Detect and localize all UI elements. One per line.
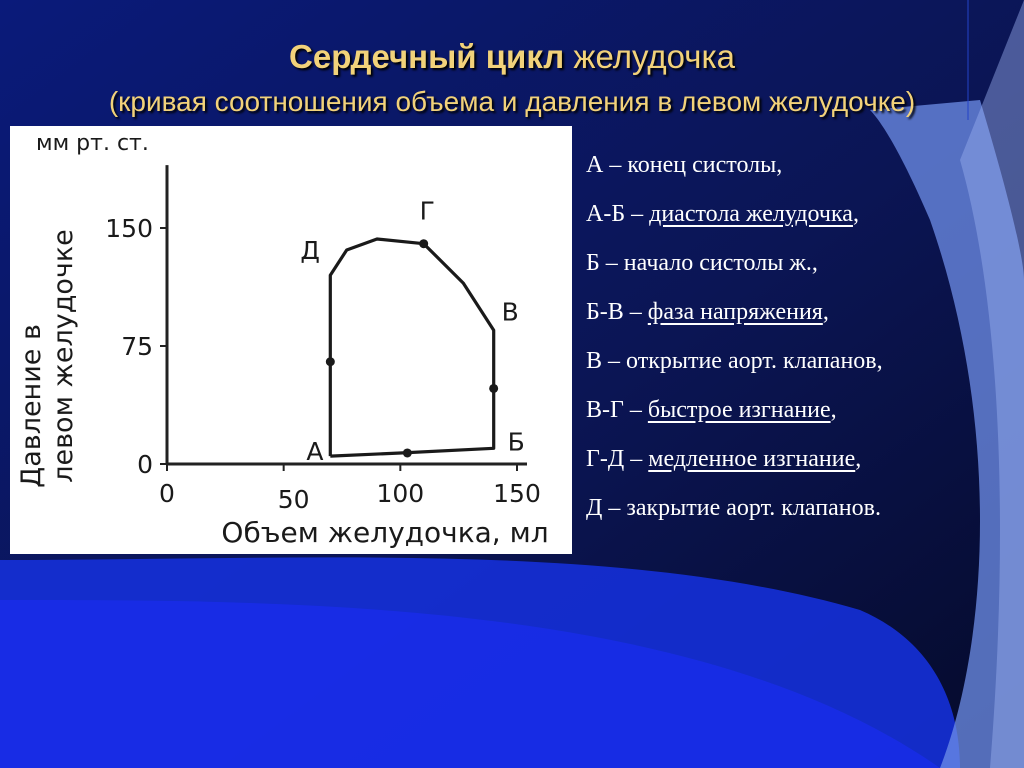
legend-text: начало систолы ж., [623, 250, 818, 276]
y-axis-label-line2: левом желудочке [48, 229, 79, 483]
x-axis-label: Объем желудочка, мл [221, 516, 549, 549]
y-axis-label-line1: Давление в [16, 324, 47, 488]
legend-item [586, 392, 1016, 441]
y-tick-label: 150 [105, 214, 153, 243]
slide-title-rest: желудочка [564, 38, 735, 75]
legend-phase-link[interactable]: быстрое изгнание [647, 397, 831, 423]
legend-item [586, 294, 1016, 343]
point-label: Д [300, 236, 320, 266]
x-tick-label: 50 [277, 485, 310, 514]
direction-marker [326, 357, 335, 366]
legend-phase-link[interactable]: фаза напряжения [647, 299, 823, 325]
y-tick-label: 75 [121, 332, 153, 361]
slide-title-bold: Сердечный цикл [289, 38, 565, 75]
direction-marker [403, 448, 412, 457]
legend-text: открытие аорт. клапанов, [626, 348, 883, 374]
direction-marker [489, 384, 498, 393]
point-label: Б [507, 427, 525, 457]
legend-item [586, 490, 1016, 539]
legend-item [586, 196, 1016, 245]
legend-text: закрытие аорт. клапанов. [626, 495, 881, 521]
x-tick-label: 100 [376, 479, 425, 508]
x-tick-label: 150 [493, 479, 541, 508]
legend-text: конец систолы, [627, 152, 783, 178]
legend-prefix: Б-В – [586, 299, 648, 325]
legend-phase-link[interactable]: медленное изгнание [648, 446, 856, 472]
legend-item [586, 343, 1016, 392]
y-tick-label: 0 [137, 450, 153, 479]
point-label: В [501, 297, 519, 327]
legend-item [586, 245, 1016, 294]
legend-text: , [855, 446, 862, 472]
legend-prefix: Б – [586, 250, 624, 276]
legend-item [586, 147, 1016, 196]
y-units-label: мм рт. ст. [36, 131, 149, 156]
point-label: А [306, 437, 324, 467]
legend-text: , [852, 201, 859, 227]
legend-text: , [830, 397, 837, 423]
x-tick-label: 0 [159, 479, 175, 508]
legend-prefix: Д – [586, 495, 627, 521]
legend-prefix: В-Г – [586, 397, 648, 423]
point-label: Г [419, 196, 435, 226]
pv-loop-chart [10, 126, 572, 554]
legend-text: , [822, 299, 829, 325]
legend-prefix: А-Б – [586, 201, 650, 227]
legend-prefix: А – [586, 152, 628, 178]
legend-phase-link[interactable]: диастола желудочка [649, 201, 853, 227]
slide-subtitle: (кривая соотношения объема и давления в левом желудочке) [108, 86, 916, 117]
direction-marker [419, 239, 428, 248]
legend-prefix: Г-Д – [586, 446, 649, 472]
pv-loop-line [330, 239, 493, 456]
legend-prefix: В – [586, 348, 627, 374]
legend-item [586, 441, 1016, 490]
pv-loop-svg [10, 126, 572, 554]
phase-legend [586, 147, 1016, 539]
slide-title [0, 38, 1024, 76]
